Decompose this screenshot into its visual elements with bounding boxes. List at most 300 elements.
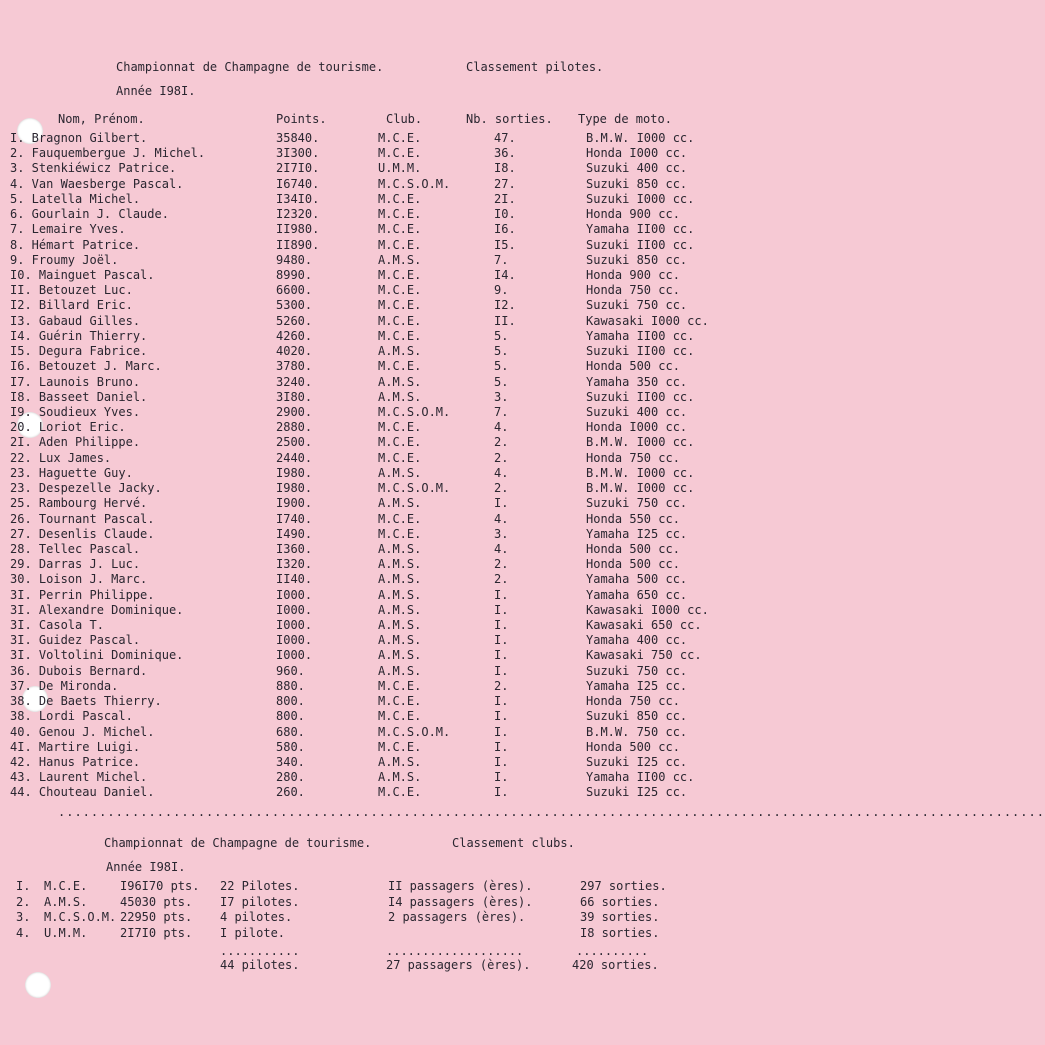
pilot-name: 40. Genou J. Michel. xyxy=(10,724,155,739)
pilot-points: I34I0. xyxy=(276,191,320,206)
pilot-club: A.M.S. xyxy=(378,344,422,359)
table-row xyxy=(0,603,750,618)
pilot-sorties: 7. xyxy=(494,252,509,267)
club-rank: 2. xyxy=(16,894,31,909)
pilot-club: M.C.E. xyxy=(378,420,422,435)
pilot-sorties: 2. xyxy=(494,572,509,587)
pilot-name: 42. Hanus Patrice. xyxy=(10,755,141,770)
table-row xyxy=(0,298,750,313)
pilot-moto: Suzuki II00 cc. xyxy=(586,237,695,252)
pilot-moto: Honda 900 cc. xyxy=(586,267,680,282)
pilot-sorties: 2. xyxy=(494,557,509,572)
pilot-moto: Yamaha II00 cc. xyxy=(586,770,695,785)
table-row xyxy=(0,146,750,161)
pilot-sorties: I8. xyxy=(494,161,516,176)
club-passengers: 2 passagers (ères). xyxy=(388,910,526,924)
pilot-name: 28. Tellec Pascal. xyxy=(10,541,141,556)
pilot-club: M.C.S.O.M. xyxy=(378,724,451,739)
pilot-club: M.C.E. xyxy=(378,267,422,282)
pilot-club: M.C.E. xyxy=(378,785,422,800)
pilot-sorties: I5. xyxy=(494,237,516,252)
table-row xyxy=(0,222,750,237)
pilot-club: M.C.E. xyxy=(378,511,422,526)
club-pilots: I7 pilotes. xyxy=(220,894,300,909)
header-moto: Type de moto. xyxy=(578,112,672,126)
pilot-name: I6. Betouzet J. Marc. xyxy=(10,359,162,374)
header-name: Nom, Prénom. xyxy=(58,112,145,126)
club-pilots: 4 pilotes. xyxy=(220,910,293,924)
pilot-name: I0. Mainguet Pascal. xyxy=(10,267,155,282)
pilot-name: 6. Gourlain J. Claude. xyxy=(10,207,169,222)
table-row xyxy=(0,420,750,435)
total-pilots: 44 pilotes. xyxy=(220,958,300,972)
pilot-moto: Suzuki II00 cc. xyxy=(586,344,695,359)
pilot-points: I360. xyxy=(276,541,313,556)
pilot-club: A.M.S. xyxy=(378,572,422,587)
club-rank: 4. xyxy=(16,925,31,940)
pilot-club: M.C.S.O.M. xyxy=(378,404,451,419)
pilot-moto: Yamaha 400 cc. xyxy=(586,633,688,648)
header-club: Club. xyxy=(386,112,423,126)
pilot-sorties: 3. xyxy=(494,526,509,541)
pilot-moto: Yamaha 350 cc. xyxy=(586,374,688,389)
pilot-name: 3. Stenkiéwicz Patrice. xyxy=(10,161,177,176)
pilot-points: 2500. xyxy=(276,435,313,450)
pilot-points: 880. xyxy=(276,678,305,693)
pilot-sorties: I6. xyxy=(494,222,516,237)
pilot-name: 43. Laurent Michel. xyxy=(10,770,148,785)
pilot-moto: Yamaha I25 cc. xyxy=(586,526,688,541)
pilot-club: A.M.S. xyxy=(378,587,422,602)
table-row xyxy=(0,740,750,755)
pilot-name: I7. Launois Bruno. xyxy=(10,374,141,389)
club-points: 45030 pts. xyxy=(120,894,193,909)
pilot-points: 5300. xyxy=(276,298,313,313)
pilot-points: 960. xyxy=(276,663,305,678)
pilot-sorties: I. xyxy=(494,496,509,511)
pilot-moto: Yamaha II00 cc. xyxy=(586,328,695,343)
pilot-club: M.C.E. xyxy=(378,328,422,343)
pilot-sorties: I. xyxy=(494,755,509,770)
pilot-points: 2440. xyxy=(276,450,313,465)
table-row xyxy=(0,375,750,390)
pilot-points: 260. xyxy=(276,785,305,800)
pilot-points: II40. xyxy=(276,572,313,587)
pilot-points: 2880. xyxy=(276,420,313,435)
pilot-sorties: I2. xyxy=(494,298,516,313)
pilot-sorties: I. xyxy=(494,663,509,678)
table-row xyxy=(0,512,750,527)
pilot-sorties: 4. xyxy=(494,511,509,526)
pilot-club: A.M.S. xyxy=(378,633,422,648)
pilot-sorties: I. xyxy=(494,739,509,754)
club-row xyxy=(0,895,750,910)
pilot-sorties: I. xyxy=(494,648,509,663)
pilot-sorties: I. xyxy=(494,633,509,648)
pilot-moto: Honda 750 cc. xyxy=(586,283,680,298)
pilot-sorties: I. xyxy=(494,587,509,602)
pilot-name: I4. Guérin Thierry. xyxy=(10,328,148,343)
pilots-year: Année I98I. xyxy=(116,84,196,98)
table-row xyxy=(0,253,750,268)
table-row xyxy=(0,527,750,542)
pilot-name: I9. Soudieux Yves. xyxy=(10,404,141,419)
pilot-points: I980. xyxy=(276,481,313,496)
pilot-sorties: 4. xyxy=(494,541,509,556)
pilot-name: I5. Degura Fabrice. xyxy=(10,344,148,359)
club-sorties: 39 sorties. xyxy=(580,910,660,924)
dots-sorties: .......... xyxy=(576,944,649,958)
club-rank: I. xyxy=(16,879,31,893)
pilot-points: I980. xyxy=(276,465,313,480)
pilot-name: 8. Hémart Patrice. xyxy=(10,237,141,252)
table-row xyxy=(0,770,750,785)
pilot-club: M.C.E. xyxy=(378,222,422,237)
pilot-moto: B.M.W. I000 cc. xyxy=(586,465,695,480)
pilot-points: 8990. xyxy=(276,267,313,282)
pilot-moto: Honda 500 cc. xyxy=(586,541,680,556)
pilot-moto: Kawasaki 650 cc. xyxy=(586,618,702,633)
clubs-subtitle: Classement clubs. xyxy=(452,836,575,850)
pilot-sorties: II. xyxy=(494,313,516,328)
pilot-points: 2I7I0. xyxy=(276,161,320,176)
pilot-club: A.M.S. xyxy=(378,755,422,770)
pilot-sorties: 2. xyxy=(494,678,509,693)
pilot-moto: Yamaha 500 cc. xyxy=(586,572,688,587)
pilot-moto: B.M.W. I000 cc. xyxy=(586,435,695,450)
club-sorties: I8 sorties. xyxy=(580,925,660,940)
pilot-points: 4260. xyxy=(276,328,313,343)
pilot-moto: Kawasaki I000 cc. xyxy=(586,313,709,328)
pilot-club: M.C.E. xyxy=(378,298,422,313)
pilot-name: 2. Fauquembergue J. Michel. xyxy=(10,146,206,161)
table-row xyxy=(0,451,750,466)
header-sorties: Nb. sorties. xyxy=(466,112,553,126)
pilot-name: 3I. Voltolini Dominique. xyxy=(10,648,184,663)
pilot-moto: Honda I000 cc. xyxy=(586,146,688,161)
pilot-moto: Suzuki 850 cc. xyxy=(586,252,688,267)
pilot-points: I490. xyxy=(276,526,313,541)
pilot-moto: Honda I000 cc. xyxy=(586,420,688,435)
clubs-title: Championnat de Champagne de tourisme. xyxy=(104,836,372,850)
pilot-moto: Honda 500 cc. xyxy=(586,359,680,374)
table-row xyxy=(0,633,750,648)
pilot-name: 3I. Casola T. xyxy=(10,618,104,633)
pilot-name: 27. Desenlis Claude. xyxy=(10,526,155,541)
pilot-points: 580. xyxy=(276,739,305,754)
pilot-club: M.C.S.O.M. xyxy=(378,176,451,191)
pilot-points: 4020. xyxy=(276,344,313,359)
pilot-name: 23. Haguette Guy. xyxy=(10,465,133,480)
pilot-name: 38. Lordi Pascal. xyxy=(10,709,133,724)
pilot-sorties: 2. xyxy=(494,450,509,465)
club-name: U.M.M. xyxy=(44,925,88,940)
pilot-moto: B.M.W. I000 cc. xyxy=(586,131,695,145)
pilot-name: 26. Tournant Pascal. xyxy=(10,511,155,526)
pilot-club: A.M.S. xyxy=(378,770,422,785)
club-passengers: I4 passagers (ères). xyxy=(388,894,533,909)
table-row xyxy=(0,557,750,572)
pilot-club: A.M.S. xyxy=(378,374,422,389)
pilot-name: I. Bragnon Gilbert. xyxy=(10,131,148,145)
pilot-moto: Suzuki 850 cc. xyxy=(586,709,688,724)
club-row xyxy=(0,879,750,894)
table-row xyxy=(0,588,750,603)
pilot-sorties: 5. xyxy=(494,374,509,389)
pilot-sorties: 2. xyxy=(494,481,509,496)
table-row xyxy=(0,314,750,329)
pilot-moto: Suzuki 400 cc. xyxy=(586,404,688,419)
pilot-club: A.M.S. xyxy=(378,618,422,633)
pilot-points: I740. xyxy=(276,511,313,526)
table-row xyxy=(0,694,750,709)
pilot-points: 6600. xyxy=(276,283,313,298)
pilot-points: I000. xyxy=(276,648,313,663)
pilot-club: M.C.S.O.M. xyxy=(378,481,451,496)
pilot-name: 37. De Mironda. xyxy=(10,678,119,693)
pilot-name: 3I. Alexandre Dominique. xyxy=(10,602,184,617)
clubs-year: Année I98I. xyxy=(106,860,186,874)
pilot-club: A.M.S. xyxy=(378,648,422,663)
pilot-points: 680. xyxy=(276,724,305,739)
pilot-points: 2900. xyxy=(276,404,313,419)
pilot-sorties: I. xyxy=(494,709,509,724)
table-row xyxy=(0,725,750,740)
pilot-name: 29. Darras J. Luc. xyxy=(10,557,141,572)
table-row xyxy=(0,359,750,374)
table-row xyxy=(0,755,750,770)
pilot-points: 35840. xyxy=(276,131,320,145)
club-points: 22950 pts. xyxy=(120,910,193,924)
pilot-name: 30. Loison J. Marc. xyxy=(10,572,148,587)
pilot-sorties: 7. xyxy=(494,404,509,419)
pilot-sorties: 5. xyxy=(494,328,509,343)
table-row xyxy=(0,709,750,724)
pilot-name: 38. De Baets Thierry. xyxy=(10,694,162,709)
pilot-club: U.M.M. xyxy=(378,161,422,176)
pilot-sorties: 9. xyxy=(494,283,509,298)
pilot-name: 4I. Martire Luigi. xyxy=(10,739,141,754)
pilot-moto: Yamaha 650 cc. xyxy=(586,587,688,602)
club-points: I96I70 pts. xyxy=(120,879,200,893)
pilot-moto: Suzuki II00 cc. xyxy=(586,389,695,404)
pilot-club: M.C.E. xyxy=(378,207,422,222)
pilot-name: I3. Gabaud Gilles. xyxy=(10,313,141,328)
pilot-points: 280. xyxy=(276,770,305,785)
dots-passengers: ................... xyxy=(386,944,524,958)
pilot-name: 5. Latella Michel. xyxy=(10,191,141,206)
pilot-sorties: I. xyxy=(494,770,509,785)
pilot-points: I2320. xyxy=(276,207,320,222)
pilot-club: M.C.E. xyxy=(378,739,422,754)
pilot-name: 22. Lux James. xyxy=(10,450,112,465)
pilot-moto: Honda 750 cc. xyxy=(586,694,680,709)
pilot-points: I000. xyxy=(276,587,313,602)
pilot-moto: Suzuki 850 cc. xyxy=(586,176,688,191)
pilot-moto: Suzuki I25 cc. xyxy=(586,755,688,770)
pilot-moto: Kawasaki I000 cc. xyxy=(586,602,709,617)
pilot-sorties: I0. xyxy=(494,207,516,222)
pilot-club: M.C.E. xyxy=(378,359,422,374)
pilot-name: 25. Rambourg Hervé. xyxy=(10,496,148,511)
pilot-sorties: I. xyxy=(494,618,509,633)
pilot-moto: Honda 500 cc. xyxy=(586,557,680,572)
pilot-moto: Suzuki I000 cc. xyxy=(586,191,695,206)
table-row xyxy=(0,344,750,359)
pilot-name: I8. Basseet Daniel. xyxy=(10,389,148,404)
table-row xyxy=(0,161,750,176)
club-points: 2I7I0 pts. xyxy=(120,925,193,940)
total-sorties: 420 sorties. xyxy=(572,958,659,972)
club-sorties: 66 sorties. xyxy=(580,894,660,909)
table-row xyxy=(0,466,750,481)
pilot-club: M.C.E. xyxy=(378,450,422,465)
pilot-moto: Suzuki I25 cc. xyxy=(586,785,688,800)
pilot-sorties: 3. xyxy=(494,389,509,404)
table-row xyxy=(0,648,750,663)
pilot-moto: Suzuki 750 cc. xyxy=(586,496,688,511)
club-pilots: I pilote. xyxy=(220,925,286,940)
pilot-moto: Suzuki 750 cc. xyxy=(586,663,688,678)
pilot-points: I000. xyxy=(276,602,313,617)
club-pilots: 22 Pilotes. xyxy=(220,879,300,893)
club-name: A.M.S. xyxy=(44,894,88,909)
table-row xyxy=(0,618,750,633)
table-row xyxy=(0,481,750,496)
pilot-moto: Honda 500 cc. xyxy=(586,739,680,754)
pilot-club: A.M.S. xyxy=(378,389,422,404)
pilot-points: 9480. xyxy=(276,252,313,267)
pilot-name: 7. Lemaire Yves. xyxy=(10,222,126,237)
pilot-sorties: 4. xyxy=(494,420,509,435)
table-row xyxy=(0,131,750,146)
pilot-name: II. Betouzet Luc. xyxy=(10,283,133,298)
pilot-points: I320. xyxy=(276,557,313,572)
table-row xyxy=(0,329,750,344)
pilot-moto: B.M.W. 750 cc. xyxy=(586,724,688,739)
pilot-moto: Honda 550 cc. xyxy=(586,511,680,526)
pilot-moto: Suzuki 400 cc. xyxy=(586,161,688,176)
pilot-name: 23. Despezelle Jacky. xyxy=(10,481,162,496)
pilot-name: 3I. Perrin Philippe. xyxy=(10,587,155,602)
pilot-sorties: I. xyxy=(494,785,509,800)
table-row xyxy=(0,679,750,694)
pilot-points: 3I300. xyxy=(276,146,320,161)
pilot-sorties: 4. xyxy=(494,465,509,480)
pilot-points: 3780. xyxy=(276,359,313,374)
pilot-points: I900. xyxy=(276,496,313,511)
pilot-points: I000. xyxy=(276,618,313,633)
pilot-points: 340. xyxy=(276,755,305,770)
total-passengers: 27 passagers (ères). xyxy=(386,958,531,972)
club-passengers: II passagers (ères). xyxy=(388,879,533,893)
table-row xyxy=(0,542,750,557)
club-rank: 3. xyxy=(16,910,31,924)
table-row xyxy=(0,785,750,800)
pilot-sorties: 27. xyxy=(494,176,516,191)
table-row xyxy=(0,435,750,450)
club-name: M.C.S.O.M. xyxy=(44,910,117,924)
table-row xyxy=(0,192,750,207)
pilot-points: I000. xyxy=(276,633,313,648)
pilot-club: M.C.E. xyxy=(378,313,422,328)
pilot-moto: Honda 750 cc. xyxy=(586,450,680,465)
pilot-name: 3I. Guidez Pascal. xyxy=(10,633,141,648)
pilot-sorties: I. xyxy=(494,602,509,617)
table-row xyxy=(0,572,750,587)
header-points: Points. xyxy=(276,112,327,126)
pilot-club: M.C.E. xyxy=(378,237,422,252)
pilot-club: M.C.E. xyxy=(378,694,422,709)
table-row xyxy=(0,283,750,298)
pilot-club: M.C.E. xyxy=(378,131,422,145)
table-row xyxy=(0,238,750,253)
pilot-points: 3I80. xyxy=(276,389,313,404)
table-row xyxy=(0,207,750,222)
club-row xyxy=(0,910,750,925)
pilot-points: 3240. xyxy=(276,374,313,389)
pilot-points: 5260. xyxy=(276,313,313,328)
pilot-club: A.M.S. xyxy=(378,465,422,480)
pilot-club: M.C.E. xyxy=(378,283,422,298)
pilot-sorties: 2I. xyxy=(494,191,516,206)
pilot-name: 44. Chouteau Daniel. xyxy=(10,785,155,800)
pilot-moto: Yamaha II00 cc. xyxy=(586,222,695,237)
pilot-club: A.M.S. xyxy=(378,663,422,678)
pilot-points: II980. xyxy=(276,222,320,237)
pilot-club: M.C.E. xyxy=(378,191,422,206)
club-name: M.C.E. xyxy=(44,879,88,893)
table-row xyxy=(0,405,750,420)
pilot-points: 800. xyxy=(276,694,305,709)
pilot-club: A.M.S. xyxy=(378,252,422,267)
dots-pilots: ........... xyxy=(220,944,300,958)
pilot-name: 20. Loriot Eric. xyxy=(10,420,126,435)
table-row xyxy=(0,496,750,511)
pilot-points: II890. xyxy=(276,237,320,252)
pilot-moto: Yamaha I25 cc. xyxy=(586,678,688,693)
pilot-sorties: 47. xyxy=(494,131,516,145)
pilot-sorties: I. xyxy=(494,724,509,739)
dotted-separator: ........................................................................................................................ xyxy=(58,805,1045,819)
table-row xyxy=(0,390,750,405)
table-row xyxy=(0,268,750,283)
pilots-title: Championnat de Champagne de tourisme. xyxy=(116,60,384,74)
punch-hole xyxy=(25,972,51,998)
pilot-club: A.M.S. xyxy=(378,602,422,617)
pilot-sorties: 2. xyxy=(494,435,509,450)
club-row xyxy=(0,926,750,941)
pilot-sorties: I4. xyxy=(494,267,516,282)
pilot-moto: Honda 900 cc. xyxy=(586,207,680,222)
pilot-club: M.C.E. xyxy=(378,526,422,541)
pilot-name: 9. Froumy Joël. xyxy=(10,252,119,267)
pilots-subtitle: Classement pilotes. xyxy=(466,60,604,74)
pilot-sorties: 5. xyxy=(494,344,509,359)
pilot-moto: Suzuki 750 cc. xyxy=(586,298,688,313)
pilot-name: 4. Van Waesberge Pascal. xyxy=(10,176,184,191)
pilot-club: A.M.S. xyxy=(378,496,422,511)
pilot-club: M.C.E. xyxy=(378,678,422,693)
pilot-club: A.M.S. xyxy=(378,541,422,556)
pilot-sorties: 5. xyxy=(494,359,509,374)
pilot-club: M.C.E. xyxy=(378,709,422,724)
pilot-club: M.C.E. xyxy=(378,146,422,161)
pilot-sorties: I. xyxy=(494,694,509,709)
club-sorties: 297 sorties. xyxy=(580,879,667,893)
pilot-points: 800. xyxy=(276,709,305,724)
table-row xyxy=(0,664,750,679)
